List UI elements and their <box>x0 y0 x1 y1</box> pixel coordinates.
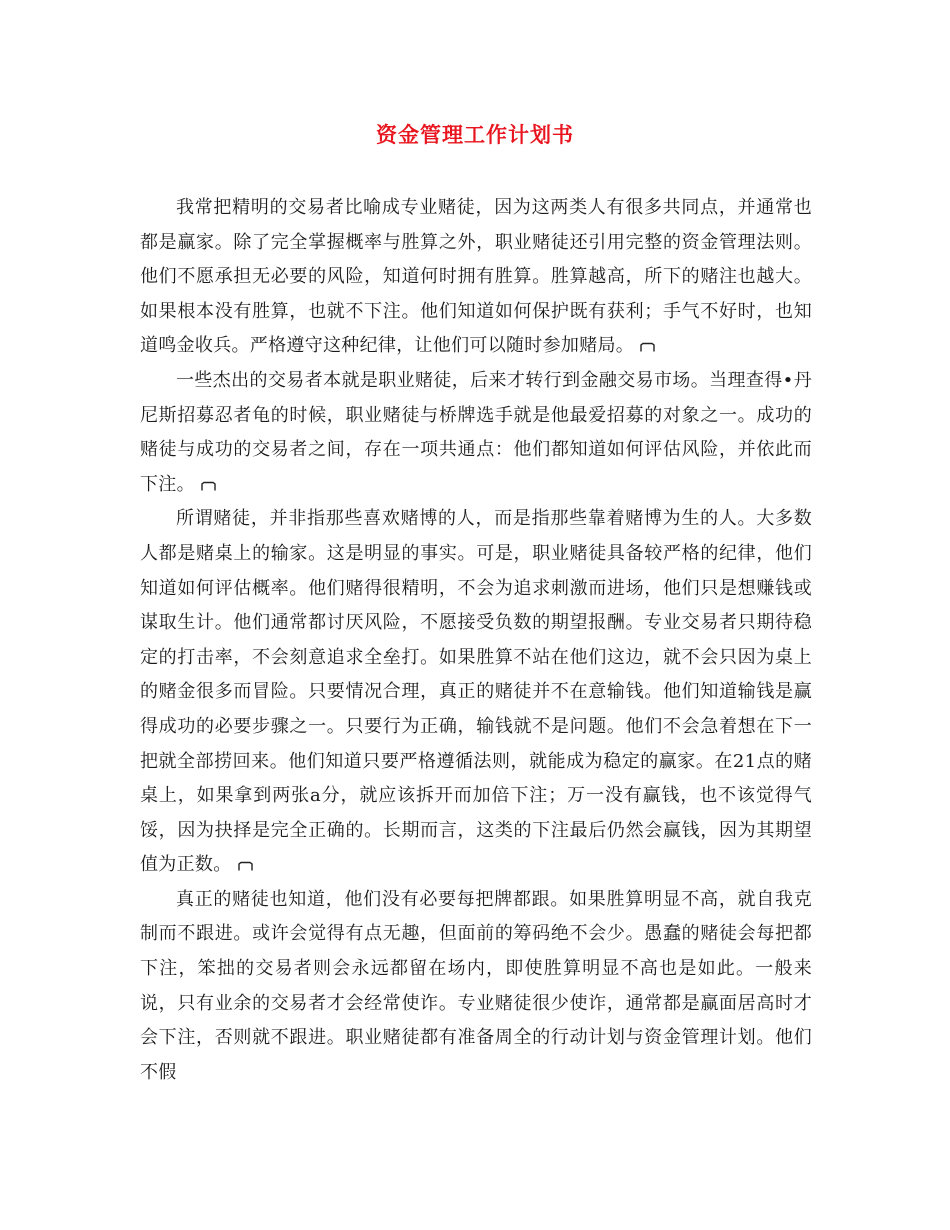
paragraph-2 <box>140 364 812 502</box>
paragraph-4 <box>140 883 812 1091</box>
paragraph-2-text: 一些杰出的交易者本就是职业赌徒，后来才转行到金融交易市场。当理查得•丹尼斯招募忍者龟的时候，职业赌徒与桥牌选手就是他最爱招募的对象之一。成功的赌徒与成功的交易者之间，存在一项共通点：他们都知道如何评估风险，并依此而下注。 <box>140 369 812 495</box>
document-title: 资金管理工作计划书 <box>376 122 574 147</box>
paragraph-1-text: 我常把精明的交易者比喻成专业赌徒，因为这两类人有很多共同点，并通常也都是赢家。除了完全掌握概率与胜算之外，职业赌徒还引用完整的资金管理法则。他们不愿承担无必要的风险，知道何时拥有胜算。胜算越高，所下的赌注也越大。如果根本没有胜算，也就不下注。他们知道如何保护既有获利；手气不好时，也知道鸣金收兵。严格遵守这种纪律，让他们可以随时参加赌局。 <box>140 197 812 357</box>
paragraph-return-icon <box>640 342 655 352</box>
paragraph-3-text: 所谓赌徒，并非指那些喜欢赌博的人，而是指那些靠着赌博为生的人。大多数人都是赌桌上的输家。这是明显的事实。可是，职业赌徒具备较严格的纪律，他们知道如何评估概率。他们赌得很精明，不会为追求刺激而进场，他们只是想赚钱或谋取生计。他们通常都讨厌风险，不愿接受负数的期望报酬。专业交易者只期待稳定的打击率，不会刻意追求全垒打。如果胜算不站在他们这边，就不会只因为桌上的赌金很多而冒险。只要情况合理，真正的赌徒并不在意输钱。他们知道输钱是赢得成功的必要步骤之一。只要行为正确，输钱就不是问题。他们不会急着想在下一把就全部捞回来。他们知道只要严格遵循法则，就能成为稳定的赢家。在21点的赌桌上，如果拿到两张a分，就应该拆开而加倍下注；万一没有赢钱，也不该觉得气馁，因为抉择是完全正确的。长期而言，这类的下注最后仍然会赢钱，因为其期望值为正数。 <box>140 508 812 876</box>
paragraph-3 <box>140 502 812 883</box>
paragraph-1 <box>140 191 812 364</box>
paragraph-4-text: 真正的赌徒也知道，他们没有必要每把牌都跟。如果胜算明显不高，就自我克制而不跟进。或许会觉得有点无趣，但面前的筹码绝不会少。愚蠢的赌徒会每把都下注，笨拙的交易者则会永远都留在场内，即使胜算明显不高也是如此。一般来说，只有业余的交易者才会经常使诈。专业赌徒很少使诈，通常都是赢面居高时才会下注，否则就不跟进。职业赌徒都有准备周全的行动计划与资金管理计划。他们不假 <box>140 888 812 1083</box>
paragraph-return-icon <box>201 481 216 491</box>
document-body <box>140 191 812 1090</box>
paragraph-return-icon <box>238 861 253 871</box>
